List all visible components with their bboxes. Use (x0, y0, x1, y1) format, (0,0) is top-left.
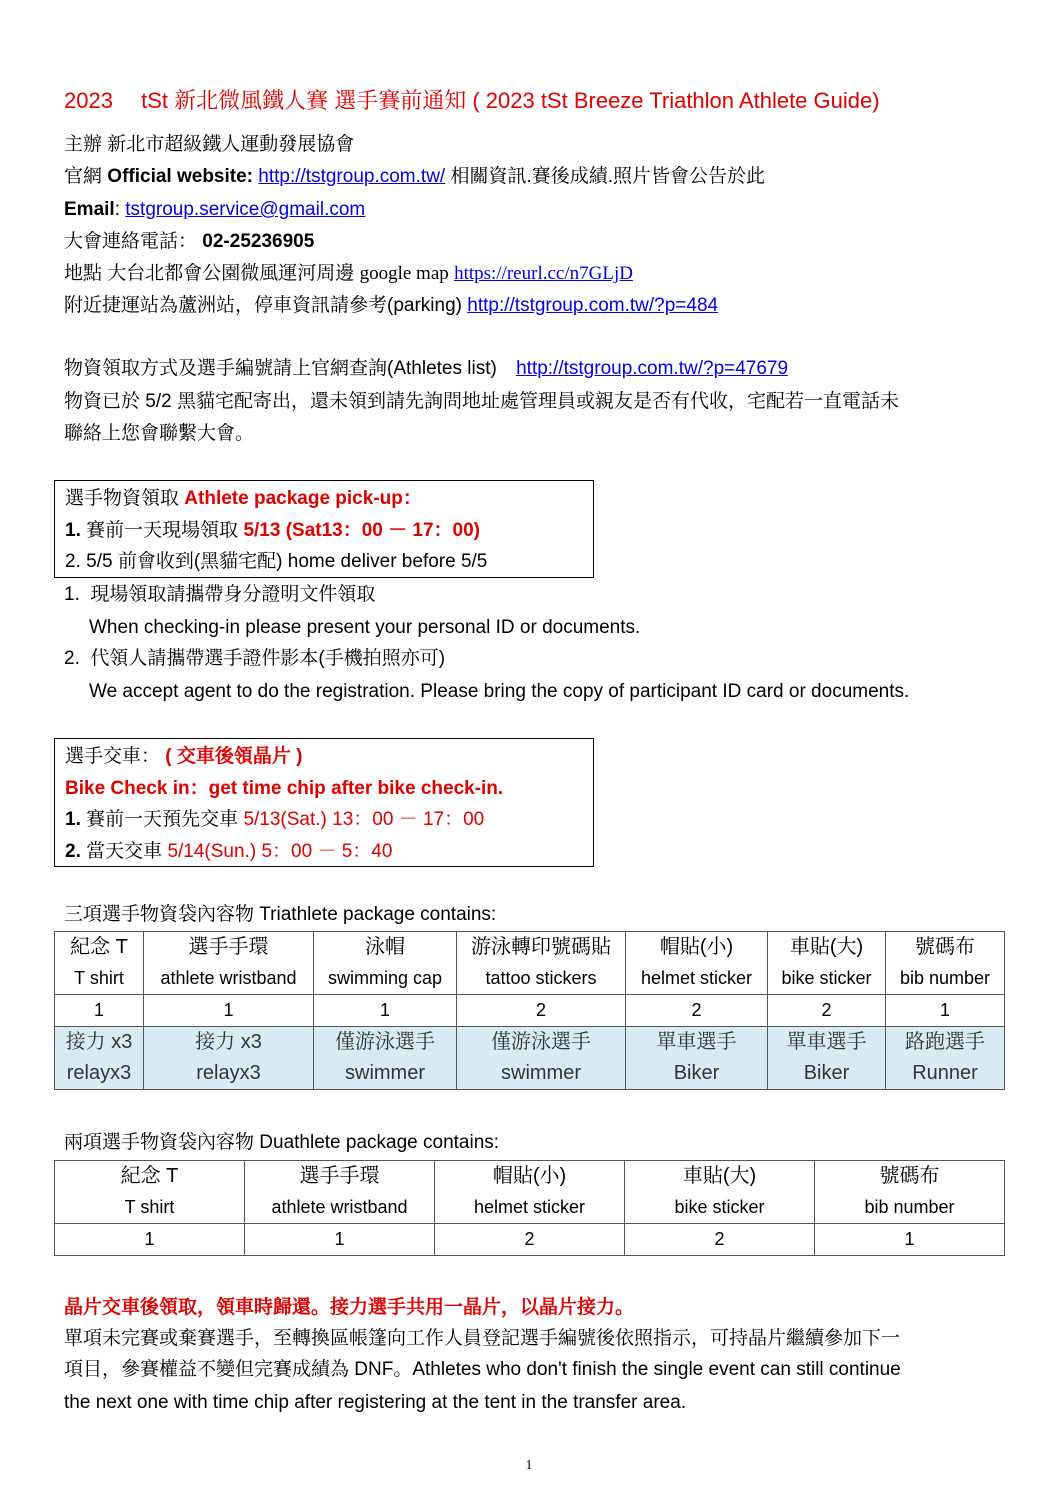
triathlete-caption: 三項選手物資袋內容物 Triathlete package contains: (64, 904, 497, 925)
table-cell-text: bib number (864, 1197, 955, 1217)
pickup-note-1-num: 1. (64, 584, 80, 605)
pickup-item-1 (65, 515, 583, 547)
duathlete-table (54, 1160, 1005, 1256)
table-cell-text: bib number (899, 968, 991, 988)
pickup-note-2-text: 代領人請攜帶選手證件影本(手機拍照亦可) (90, 648, 446, 669)
tri-qty-2: 1 (144, 995, 314, 1027)
location-name: 大台北都會公園微風運河周邊 (107, 263, 355, 284)
website-link[interactable]: http://tstgroup.com.tw/ (258, 166, 446, 187)
bike-item-2-text: 當天交車 (86, 840, 163, 862)
table-cell-text: swimmer (501, 1062, 581, 1084)
pickup-heading-en: Athlete package pick-up： (184, 488, 422, 509)
pickup-box (54, 480, 594, 578)
bike-item-1-text: 賽前一天預先交車 (86, 809, 239, 830)
tri-col-6-header (768, 932, 886, 995)
chip-heading: 晶片交車後領取，領車時歸還。接力選手共用一晶片，以晶片接力。 (64, 1297, 635, 1318)
transit-text: 附近捷運站為蘆洲站，停車資訊請參考(parking) (64, 295, 462, 316)
pickup-item-1-text: 賽前一天現場領取 (86, 519, 239, 541)
title-event: tSt 新北微風鐵人賽 選手賽前通知 (141, 88, 467, 113)
bike-heading-zh: 選手交車： (65, 746, 161, 767)
table-cell-text: 選手手環 (299, 1165, 380, 1187)
tri-qty-7: 1 (886, 995, 1005, 1027)
duathlete-qty-row (55, 1224, 1005, 1256)
page-number: 1 (525, 1458, 533, 1473)
organizer-line (64, 133, 354, 157)
table-cell-text: 單車選手 (656, 1031, 737, 1053)
materials-notice-1: 物資已於 5/2 黑貓宅配寄出，還未領到請先詢問地址處管理員或親友是否有代收，宅配若一直電話未 (64, 391, 899, 412)
phone-label: 大會連絡電話： (64, 231, 198, 252)
table-cell-text: Biker (803, 1062, 850, 1084)
pickup-heading-zh: 選手物資領取 (65, 488, 180, 509)
email-label: Email (64, 199, 115, 220)
website-label-en: Official website: (107, 166, 253, 187)
bike-item-2-date: 5/14(Sun.) (167, 840, 257, 862)
table-cell-text: bike sticker (781, 968, 872, 988)
table-cell-text: 接力 x3 (65, 1031, 133, 1053)
tri-col-1-header (55, 932, 144, 995)
table-cell-text: 車貼(大) (682, 1165, 757, 1187)
bike-item-1 (65, 804, 583, 836)
table-cell-text: 游泳轉印號碼貼 (471, 936, 611, 958)
tri-col-7-header (886, 932, 1005, 995)
pickup-heading (65, 483, 583, 515)
table-cell-text: relayx3 (66, 1062, 132, 1084)
bike-heading-note: ( 交車後領晶片 ) (165, 746, 303, 767)
tri-who-1 (55, 1027, 144, 1090)
pickup-note-1-zh (64, 583, 375, 607)
bike-item-1-num: 1. (65, 809, 81, 830)
pickup-note-2-zh (64, 647, 445, 671)
table-cell-text: 僅游泳選手 (335, 1031, 435, 1053)
table-cell-text: 接力 x3 (195, 1031, 262, 1053)
triathlete-header-row (55, 932, 1005, 995)
triathlete-table (54, 931, 1005, 1090)
table-cell-text: 選手手環 (188, 936, 269, 958)
pickup-item-1-num: 1. (65, 519, 81, 541)
pickup-note-2-num: 2. (64, 648, 80, 669)
dua-qty-5: 1 (815, 1224, 1005, 1256)
tri-col-4-header (457, 932, 626, 995)
tri-col-2-header (144, 932, 314, 995)
dua-col-3-header (435, 1161, 625, 1224)
table-cell-text: Runner (912, 1062, 978, 1084)
table-cell-text: T shirt (124, 1197, 175, 1217)
table-cell-text: 車貼(大) (789, 936, 864, 958)
phone-line (64, 230, 314, 254)
tri-col-3-header (314, 932, 457, 995)
chip-line-1: 單項未完賽或棄賽選手，至轉換區帳篷向工作人員登記選手編號後依照指示，可持晶片繼續參加下一 (64, 1328, 901, 1349)
table-cell-text: T shirt (74, 968, 124, 988)
tri-qty-6: 2 (768, 995, 886, 1027)
website-label-zh: 官網 (64, 166, 103, 187)
table-cell-text: 單車選手 (786, 1031, 867, 1053)
bike-item-1-time: 13：00 － 17：00 (332, 809, 485, 830)
bike-heading (65, 741, 583, 773)
pickup-note-1-en: When checking-in please present your personal ID or documents. (89, 617, 641, 638)
table-cell-text: 紀念 T (70, 936, 128, 958)
dua-col-2-header (245, 1161, 435, 1224)
bike-item-1-date: 5/13(Sat.) (243, 809, 327, 830)
pickup-item-1-time: 5/13 (Sat13：00 － 17：00) (243, 519, 481, 541)
bike-item-2 (65, 836, 583, 868)
pickup-item-2: 2. 5/5 前會收到(黑貓宅配) home deliver before 5/5 (65, 551, 488, 572)
title-year: 2023 (64, 88, 113, 113)
tri-qty-1: 1 (55, 995, 144, 1027)
athletes-list-link[interactable]: http://tstgroup.com.tw/?p=47679 (516, 358, 789, 379)
website-line (64, 165, 765, 189)
tri-who-7 (886, 1027, 1005, 1090)
dua-col-5-header (815, 1161, 1005, 1224)
pickup-note-1-text: 現場領取請攜帶身分證明文件領取 (90, 584, 376, 605)
table-cell-text: tattoo stickers (485, 968, 597, 988)
email-line: Email: tstgroup.service@gmail.com (64, 199, 366, 220)
duathlete-caption: 兩項選手物資袋內容物 Duathlete package contains: (64, 1132, 500, 1153)
tri-who-2 (144, 1027, 314, 1090)
tri-qty-3: 1 (314, 995, 457, 1027)
dua-qty-4: 2 (625, 1224, 815, 1256)
title-english: ( 2023 tSt Breeze Triathlon Athlete Guide) (472, 88, 880, 113)
dua-qty-3: 2 (435, 1224, 625, 1256)
bike-item-2-num: 2. (65, 840, 81, 862)
table-cell-text: relayx3 (196, 1062, 261, 1084)
bike-checkin-box (54, 738, 594, 867)
materials-notice-2: 聯絡上您會聯繫大會。 (64, 423, 255, 444)
parking-link[interactable]: http://tstgroup.com.tw/?p=484 (467, 295, 719, 316)
transit-line (64, 294, 718, 318)
table-cell-text: helmet sticker (640, 968, 753, 988)
location-line (64, 262, 633, 286)
email-link[interactable]: tstgroup.service@gmail.com (125, 199, 366, 220)
organizer-name: 新北市超級鐵人運動發展協會 (107, 134, 355, 155)
organizer-label: 主辦 (64, 134, 103, 155)
table-cell-text: 帽貼(小) (659, 936, 734, 958)
tri-who-4 (457, 1027, 626, 1090)
table-cell-text: 路跑選手 (905, 1031, 985, 1053)
table-cell-text: 帽貼(小) (492, 1165, 567, 1187)
tri-col-5-header (626, 932, 768, 995)
table-cell-text: athlete wristband (271, 1197, 408, 1217)
chip-line-3: the next one with time chip after registering at the tent in the transfer area. (64, 1392, 687, 1413)
table-cell-text: athlete wristband (160, 968, 297, 988)
dua-col-1-header (55, 1161, 245, 1224)
map-link[interactable]: https://reurl.cc/n7GLjD (454, 263, 633, 284)
bike-heading-en: Bike Check in：get time chip after bike check-in. (65, 777, 504, 799)
document-title (64, 84, 880, 115)
tri-qty-5: 2 (626, 995, 768, 1027)
location-label: 地點 (64, 263, 103, 284)
triathlete-who-row (55, 1027, 1005, 1090)
table-cell-text: Biker (673, 1062, 720, 1084)
materials-query: 物資領取方式及選手編號請上官網查詢(Athletes list) (64, 358, 497, 379)
table-cell-text: swimmer (345, 1062, 425, 1084)
dua-qty-2: 1 (245, 1224, 435, 1256)
phone-number: 02-25236905 (202, 231, 315, 252)
tri-qty-4: 2 (457, 995, 626, 1027)
table-cell-text: swimming cap (327, 968, 443, 988)
chip-line-2: 項目，參賽權益不變但完賽成績為 DNF。Athletes who don't finish the single event can still continue (64, 1359, 901, 1380)
table-cell-text: 號碼布 (879, 1165, 940, 1187)
table-cell-text: 紀念 T (120, 1165, 179, 1187)
table-cell-text: bike sticker (674, 1197, 765, 1217)
dua-col-4-header (625, 1161, 815, 1224)
website-note: 相關資訊.賽後成績.照片皆會公告於此 (450, 166, 766, 187)
tri-who-3 (314, 1027, 457, 1090)
dua-qty-1: 1 (55, 1224, 245, 1256)
table-cell-text: helmet sticker (473, 1197, 586, 1217)
bike-item-2-time: 5：00 － 5：40 (261, 840, 393, 862)
table-cell-text: 僅游泳選手 (491, 1031, 591, 1053)
tri-who-5 (626, 1027, 768, 1090)
table-cell-text: 號碼布 (915, 936, 975, 958)
duathlete-header-row (55, 1161, 1005, 1224)
triathlete-qty-row (55, 995, 1005, 1027)
map-label: google map (359, 263, 449, 284)
table-cell-text: 泳帽 (365, 936, 405, 958)
materials-query-line (64, 357, 788, 381)
pickup-note-2-en: We accept agent to do the registration. Please bring the copy of participant ID card or documents. (89, 681, 910, 702)
tri-who-6 (768, 1027, 886, 1090)
